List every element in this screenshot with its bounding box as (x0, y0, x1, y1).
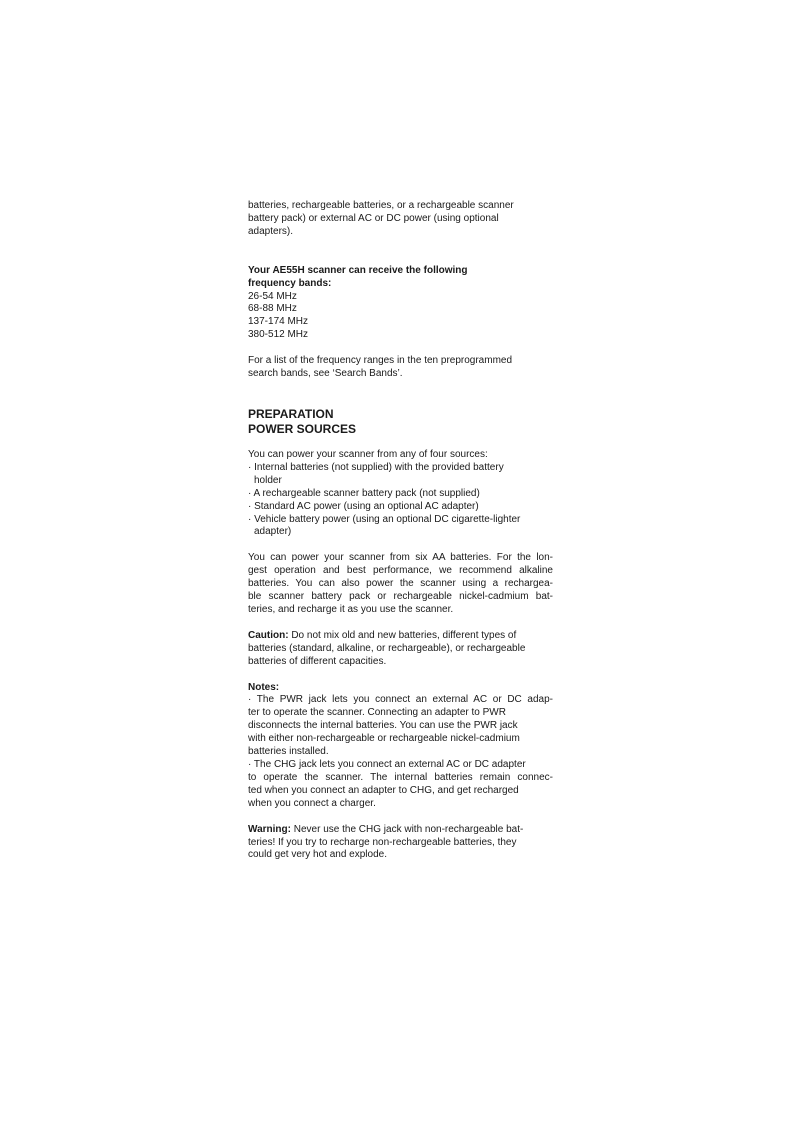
text-line: batteries installed. (248, 746, 329, 758)
notes-label: Notes: (248, 681, 280, 693)
text-line: batteries (standard, alkaline, or rechargeable), or rechargeable (248, 642, 526, 654)
caution-paragraph (248, 630, 553, 669)
text-line: ter to operate the scanner. Connecting an adapter to PWR (248, 707, 506, 719)
text-line: batteries of different capacities. (248, 655, 387, 667)
text-line: to operate the scanner. The internal batteries remain connec- (248, 771, 553, 783)
warning-text: Never use the CHG jack with non-rechargeable bat- (290, 823, 524, 835)
sources-intro: You can power your scanner from any of four sources: (248, 448, 488, 460)
text-line: teries, and recharge it as you use the scanner. (248, 603, 454, 615)
text-line: ted when you connect an adapter to CHG, and get recharged (248, 784, 519, 796)
text-line: disconnects the internal batteries. You can use the PWR jack (248, 720, 518, 732)
frequency-bands-section (248, 265, 553, 342)
warning-label: Warning: (248, 823, 291, 835)
text-line: battery pack) or external AC or DC power (using optional (248, 212, 499, 224)
band-item: 26-54 MHz (248, 290, 297, 302)
text-line: You can power your scanner from six AA batteries. For the lon- (248, 552, 553, 564)
power-sources-list (248, 449, 553, 539)
warning-paragraph (248, 824, 553, 863)
text-line: search bands, see ‘Search Bands’. (248, 368, 403, 380)
list-item: · A rechargeable scanner battery pack (not supplied) (248, 487, 480, 499)
list-item: · Vehicle battery power (using an optional DC cigarette-lighter (248, 513, 521, 525)
aa-batteries-paragraph (248, 552, 553, 617)
text-line: gest operation and best performance, we recommend alkaline (248, 565, 553, 577)
caution-label: Caution: (248, 629, 289, 641)
list-item-cont: adapter) (254, 526, 292, 538)
band-item: 68-88 MHz (248, 303, 297, 315)
band-item: 137-174 MHz (248, 316, 309, 328)
band-item: 380-512 MHz (248, 329, 309, 341)
text-line: ble scanner battery pack or rechargeable nickel-cadmium bat- (248, 591, 553, 603)
list-item: · Internal batteries (not supplied) with the provided battery (248, 461, 504, 473)
text-line: · The CHG jack lets you connect an external AC or DC adapter (248, 759, 526, 770)
bands-title: Your AE55H scanner can receive the following (248, 264, 468, 276)
text-line: For a list of the frequency ranges in the ten preprogrammed (248, 355, 513, 367)
document-page (248, 200, 553, 862)
text-line: batteries, rechargeable batteries, or a rechargeable scanner (248, 200, 514, 211)
notes-section (248, 682, 553, 811)
text-line: batteries. You can also power the scanner using a rechargea- (248, 578, 553, 590)
text-line: when you connect a charger. (248, 797, 376, 809)
list-item: · Standard AC power (using an optional AC adapter) (248, 500, 479, 512)
bands-title-cont: frequency bands: (248, 277, 332, 289)
text-line: could get very hot and explode. (248, 849, 387, 861)
text-line: with either non-rechargeable or rechargeable nickel-cadmium (248, 733, 520, 745)
preparation-heading: PREPARATION (248, 406, 334, 421)
list-item-cont: holder (254, 474, 282, 486)
power-sources-heading: POWER SOURCES (248, 421, 357, 436)
text-line: teries! If you try to recharge non-rechargeable batteries, they (248, 836, 517, 848)
search-bands-note (248, 355, 553, 381)
text-line: adapters). (248, 225, 294, 237)
intro-paragraph (248, 200, 553, 239)
text-line: · The PWR jack lets you connect an external AC or DC adap- (248, 694, 553, 706)
caution-text: Do not mix old and new batteries, different types of (288, 629, 517, 641)
